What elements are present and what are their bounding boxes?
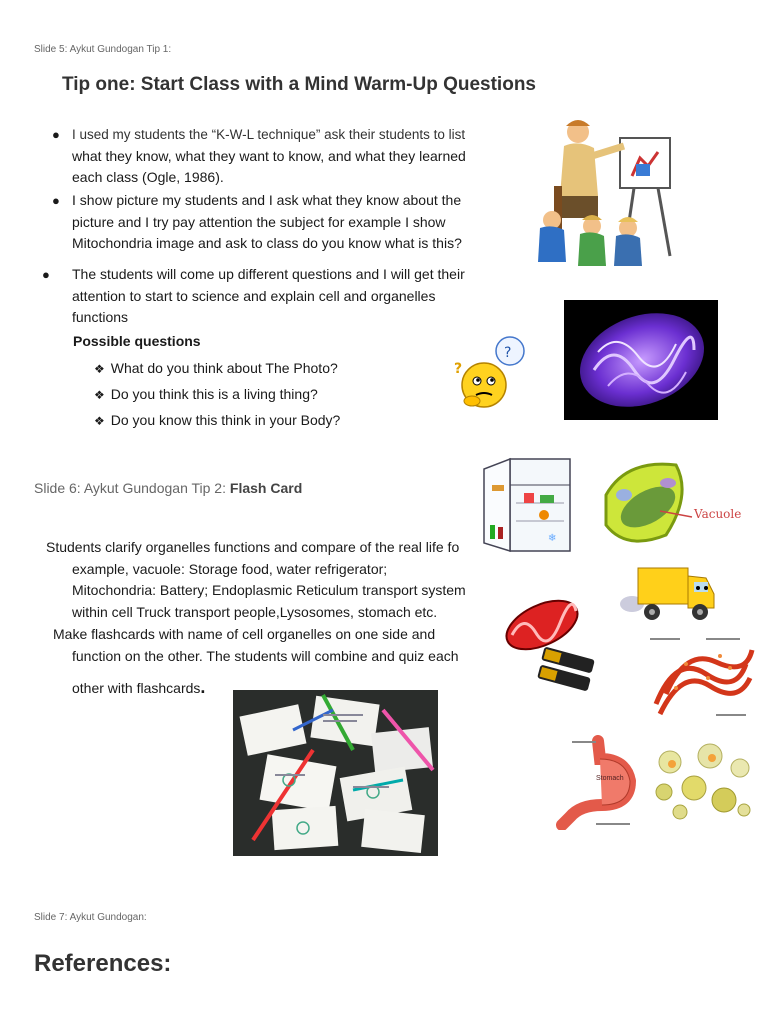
- diamond-bullet-icon: ❖: [94, 414, 105, 428]
- mitochondria-image: [564, 300, 718, 420]
- slide7-label: Slide 7: Aykut Gundogan:: [34, 912, 147, 923]
- flashcards-photo: [233, 690, 438, 856]
- bullet-dot: ●: [52, 127, 60, 142]
- bullet-3-line-3: functions: [72, 309, 129, 325]
- vacuole-cell-image: [596, 455, 748, 555]
- thinking-face-icon: [450, 335, 530, 415]
- para2-line-2: function on the other. The students will combine and quiz each: [72, 647, 459, 664]
- slide5-label: Slide 5: Aykut Gundogan Tip 1:: [34, 44, 172, 55]
- truck-image: [620, 560, 720, 630]
- diamond-bullet-icon: ❖: [94, 388, 105, 402]
- diamond-bullet-icon: ❖: [94, 362, 105, 376]
- para2-line-3: other with flashcards.: [72, 677, 206, 697]
- possible-questions-title: Possible questions: [73, 333, 201, 349]
- svg-text:?: ?: [454, 361, 463, 377]
- slide6-paragraph-1: [46, 537, 482, 623]
- svg-text:?: ?: [504, 345, 512, 361]
- bullet-dot: ●: [42, 267, 50, 282]
- svg-text:❄: ❄: [548, 533, 557, 544]
- para1-line-3: Mitochondria: Battery; Endoplasmic Reticulum transport system: [72, 582, 466, 598]
- slide5-title: Tip one: Start Class with a Mind Warm-Up Questions: [62, 74, 536, 95]
- mitochondria-battery-image: [500, 585, 605, 695]
- vacuole-label: Vacuole: [694, 507, 742, 521]
- endoplasmic-reticulum-image: [646, 634, 758, 720]
- para1-line-1: Students clarify organelles functions and compare of the real life fo: [46, 539, 460, 555]
- bullet-dot: ●: [52, 193, 60, 208]
- para1-line-2: example, vacuole: Storage food, water refrigerator;: [72, 560, 388, 577]
- bullet-2-line-1: I show picture my students and I ask what they know about the: [72, 192, 462, 208]
- refrigerator-image: [480, 455, 575, 555]
- bullet-3: [42, 264, 522, 329]
- question-item: ❖ Do you know this think in your Body?: [94, 412, 341, 428]
- para1-line-4: within cell Truck transport people,Lysosomes, stomach etc.: [72, 603, 438, 620]
- bullet-2-line-3: Mitochondria image and ask to class do you know what is this?: [72, 235, 462, 251]
- stomach-image: [556, 735, 641, 830]
- bullet-2-line-2: picture and I try pay attention the subject for example I show: [72, 213, 446, 230]
- bullet-3-line-2: attention to start to science and explain cell and organelles: [72, 287, 436, 304]
- bullet-1-line-3: each class (Ogle, 1986).: [72, 169, 224, 185]
- bullet-1-line-1: I used my students the “K-W-L technique” ask their students to list: [72, 127, 466, 142]
- question-list: [94, 356, 340, 434]
- bullet-2: [52, 190, 522, 255]
- para2-line-1: Make flashcards with name of cell organelles on one side and: [53, 626, 436, 642]
- slide6-paragraph-2: [53, 624, 503, 700]
- stomach-label: Stomach: [596, 775, 624, 782]
- question-item: ❖ What do you think about The Photo?: [94, 360, 338, 376]
- lysosomes-image: [648, 740, 752, 822]
- bullet-1-line-2: what they know, what they want to know, and what they learned: [72, 147, 466, 164]
- question-item: ❖ Do you think this is a living thing?: [94, 386, 318, 402]
- slide6-label: Slide 6: Aykut Gundogan Tip 2: Flash Card: [34, 480, 303, 496]
- teacher-students-illustration: [524, 116, 684, 268]
- bullet-1: [52, 124, 522, 189]
- references-title: References:: [34, 950, 172, 977]
- bullet-3-line-1: The students will come up different questions and I will get their: [72, 266, 465, 282]
